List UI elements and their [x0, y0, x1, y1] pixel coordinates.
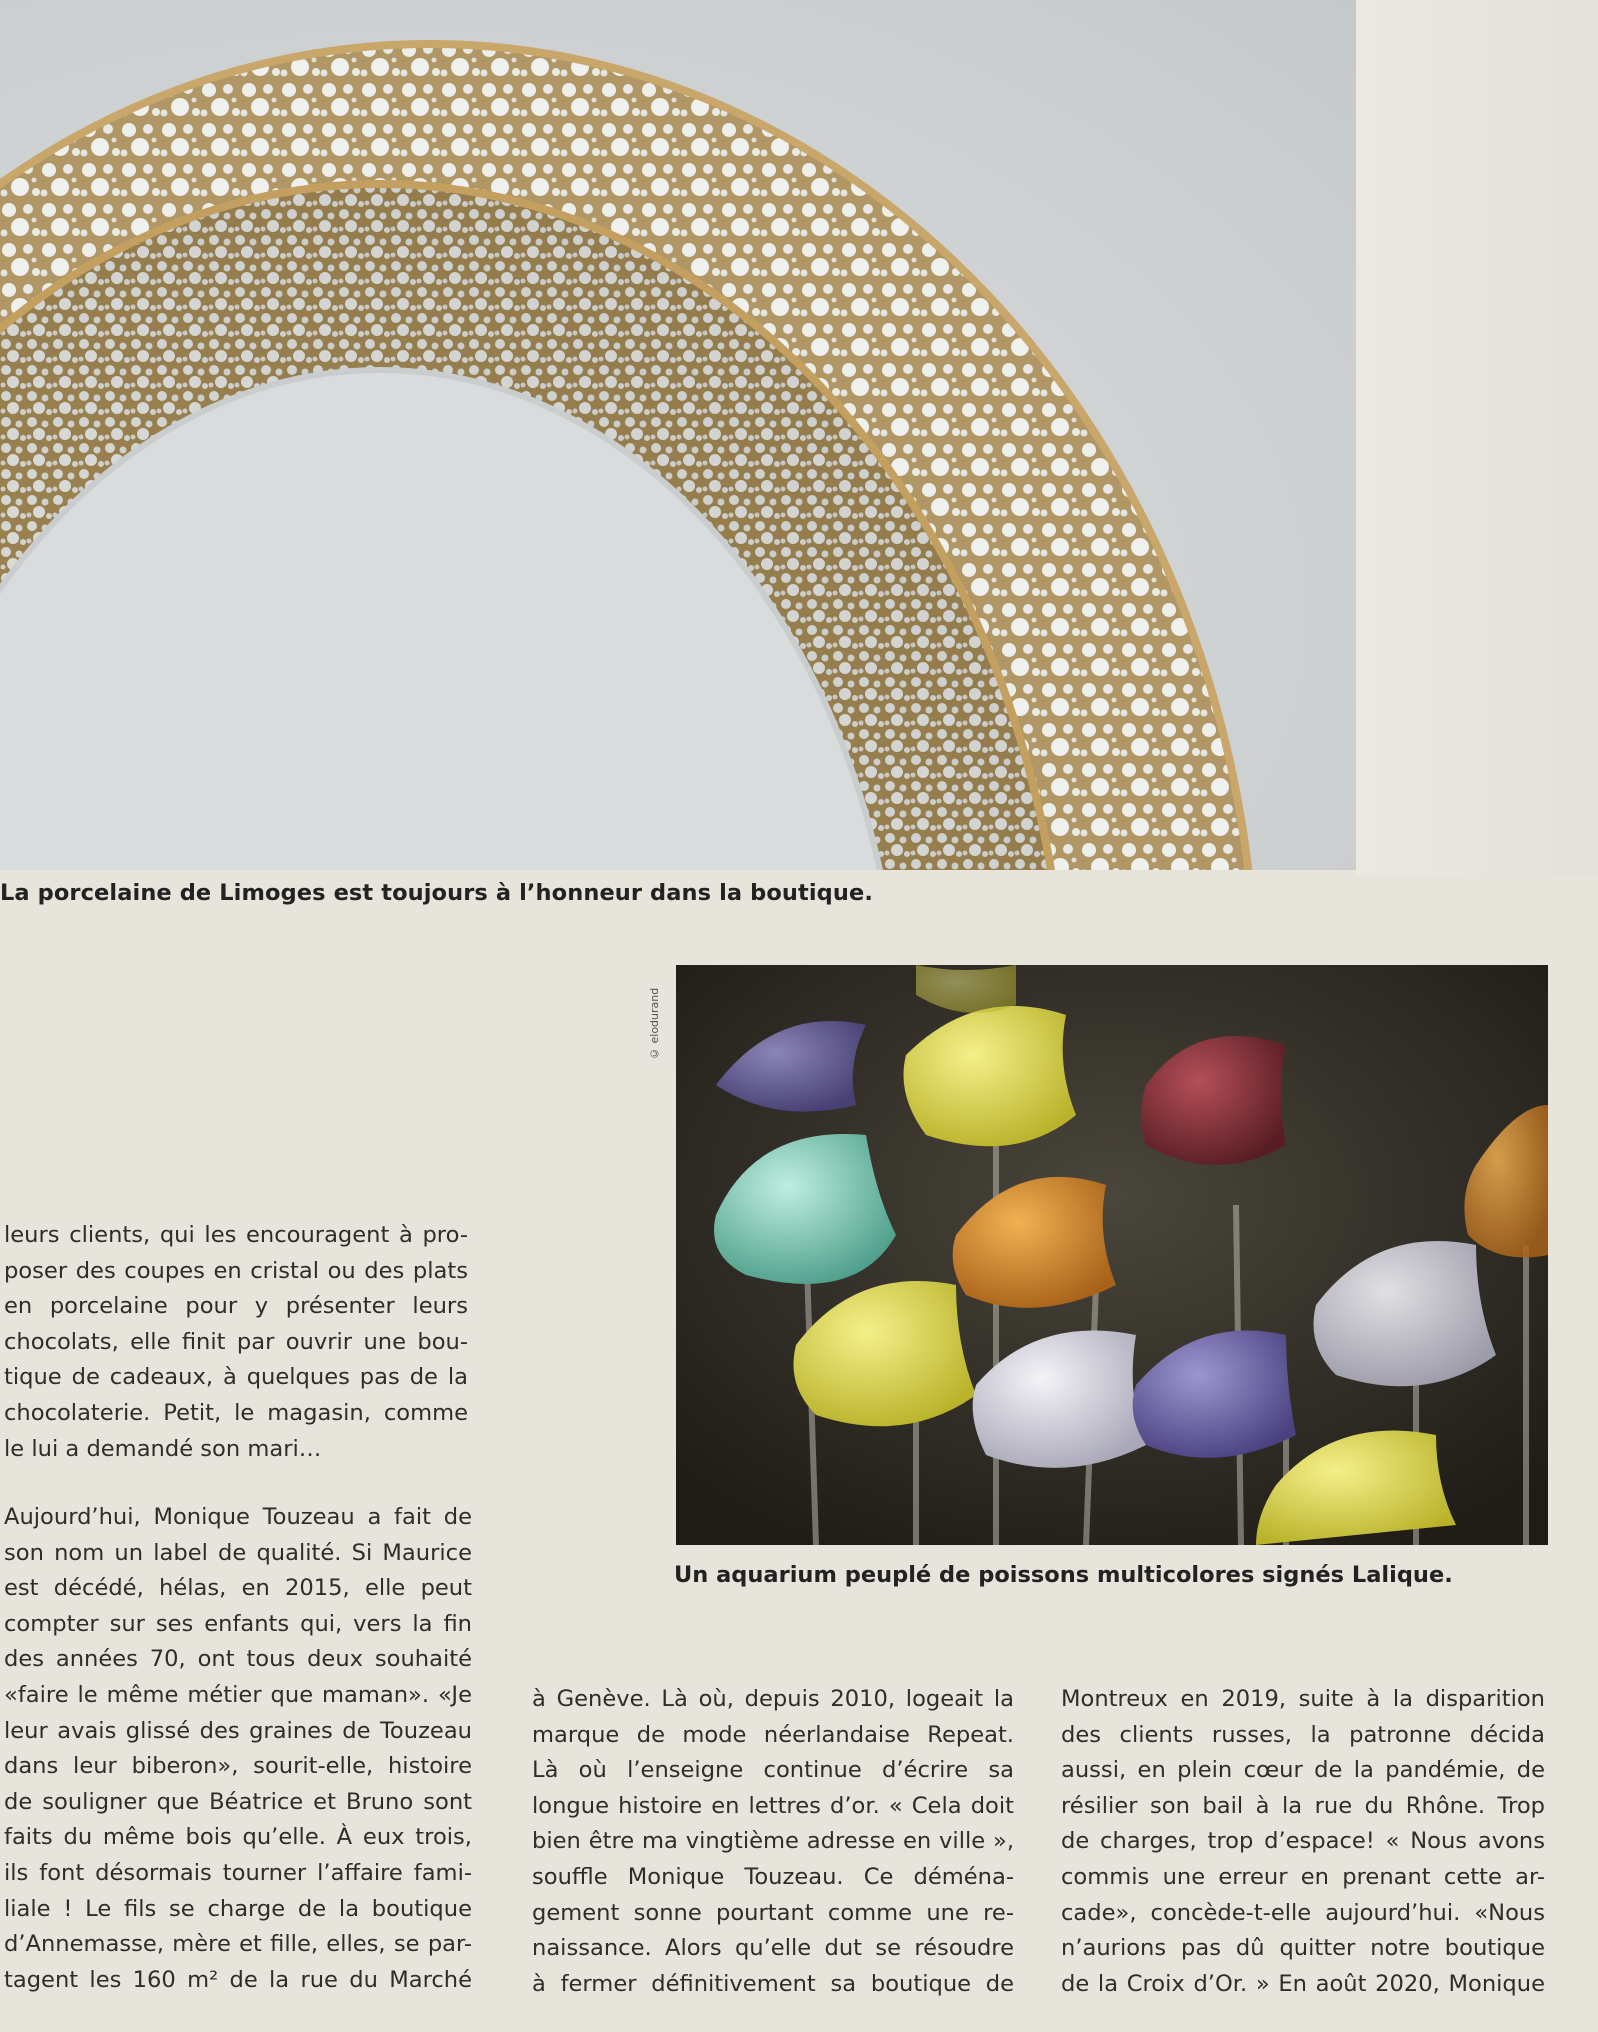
- text-line: dans leur biberon», sourit-elle, histoire: [4, 1753, 472, 1780]
- paper-margin: [1356, 0, 1598, 875]
- text-line: de souligner que Béatrice et Bruno sont: [4, 1788, 472, 1815]
- text-line: d’Annemasse, mère et fille, elles, se par-: [4, 1931, 472, 1958]
- text-line: des années 70, ont tous deux souhaité: [4, 1646, 472, 1673]
- text-line: commis une erreur en prenant cette ar-: [1061, 1863, 1545, 1890]
- text-line: bien être ma vingtième adresse en ville »,: [532, 1828, 1014, 1855]
- text-line: des clients russes, la patronne décida: [1061, 1721, 1545, 1748]
- text-line: chocolats, elle finit par ouvrir une bou-: [4, 1328, 468, 1355]
- text-line: à fermer définitivement sa boutique de: [532, 1970, 1014, 1997]
- text-line: Aujourd’hui, Monique Touzeau a fait de: [4, 1504, 472, 1530]
- text-line: longue histoire en lettres d’or. « Cela doit: [532, 1792, 1014, 1819]
- text-line: n’aurions pas dû quitter notre boutique: [1061, 1935, 1545, 1962]
- text-line: «faire le même métier que maman». «Je: [4, 1681, 472, 1708]
- text-line: tagent les 160 m² de la rue du Marché: [4, 1966, 472, 1993]
- text-line: de charges, trop d’espace! « Nous avons: [1061, 1828, 1545, 1855]
- article-column-3: [1061, 1682, 1545, 2002]
- text-line: chocolaterie. Petit, le magasin, comme: [4, 1399, 468, 1426]
- porcelain-plates-photo: [0, 0, 1356, 870]
- text-line: souffle Monique Touzeau. Ce déména-: [532, 1863, 1014, 1890]
- text-line: liale ! Le fils se charge de la boutique: [4, 1895, 472, 1922]
- text-line: leurs clients, qui les encouragent à pro-: [4, 1222, 468, 1248]
- text-line: faits du même bois qu’elle. À eux trois,: [4, 1824, 472, 1851]
- text-line: poser des coupes en cristal ou des plats: [4, 1257, 468, 1284]
- article-column-2: [532, 1682, 1014, 2002]
- photo-credit: © elodurand: [648, 987, 661, 1060]
- text-line: en porcelaine pour y présenter leurs: [4, 1293, 468, 1320]
- text-line: Là où l’enseigne continue d’écrire sa: [532, 1757, 1014, 1784]
- fish-photo-caption: Un aquarium peuplé de poissons multicolores signés Lalique.: [674, 1562, 1453, 1588]
- text-line: résilier son bail à la rue du Rhône. Trop: [1061, 1792, 1545, 1819]
- text-line: tique de cadeaux, à quelques pas de la: [4, 1364, 468, 1391]
- text-line: est décédé, hélas, en 2015, elle peut: [4, 1575, 472, 1602]
- text-line: aussi, en plein cœur de la pandémie, de: [1061, 1757, 1545, 1784]
- text-line: le lui a demandé son mari…: [4, 1435, 322, 1462]
- text-line: son nom un label de qualité. Si Maurice: [4, 1539, 472, 1566]
- text-line: cade», concède-t-elle aujourd’hui. «Nous: [1061, 1899, 1545, 1926]
- text-line: compter sur ses enfants qui, vers la fin: [4, 1610, 472, 1637]
- text-line: ils font désormais tourner l’affaire fami-: [4, 1859, 472, 1886]
- text-line: gement sonne pourtant comme une re-: [532, 1899, 1014, 1926]
- text-line: Montreux en 2019, suite à la disparition: [1061, 1686, 1545, 1712]
- lalique-fish-photo: [676, 965, 1548, 1545]
- text-line: à Genève. Là où, depuis 2010, logeait la: [532, 1686, 1014, 1712]
- article-column-1-bottom: [4, 1500, 472, 1998]
- text-line: naissance. Alors qu’elle dut se résoudre: [532, 1935, 1014, 1962]
- text-line: leur avais glissé des graines de Touzeau: [4, 1717, 472, 1744]
- text-line: marque de mode néerlandaise Repeat.: [532, 1721, 1014, 1748]
- text-line: de la Croix d’Or. » En août 2020, Monique: [1061, 1970, 1545, 1997]
- article-column-1-top: [4, 1218, 468, 1467]
- plate-photo-caption: La porcelaine de Limoges est toujours à l’honneur dans la boutique.: [0, 880, 873, 906]
